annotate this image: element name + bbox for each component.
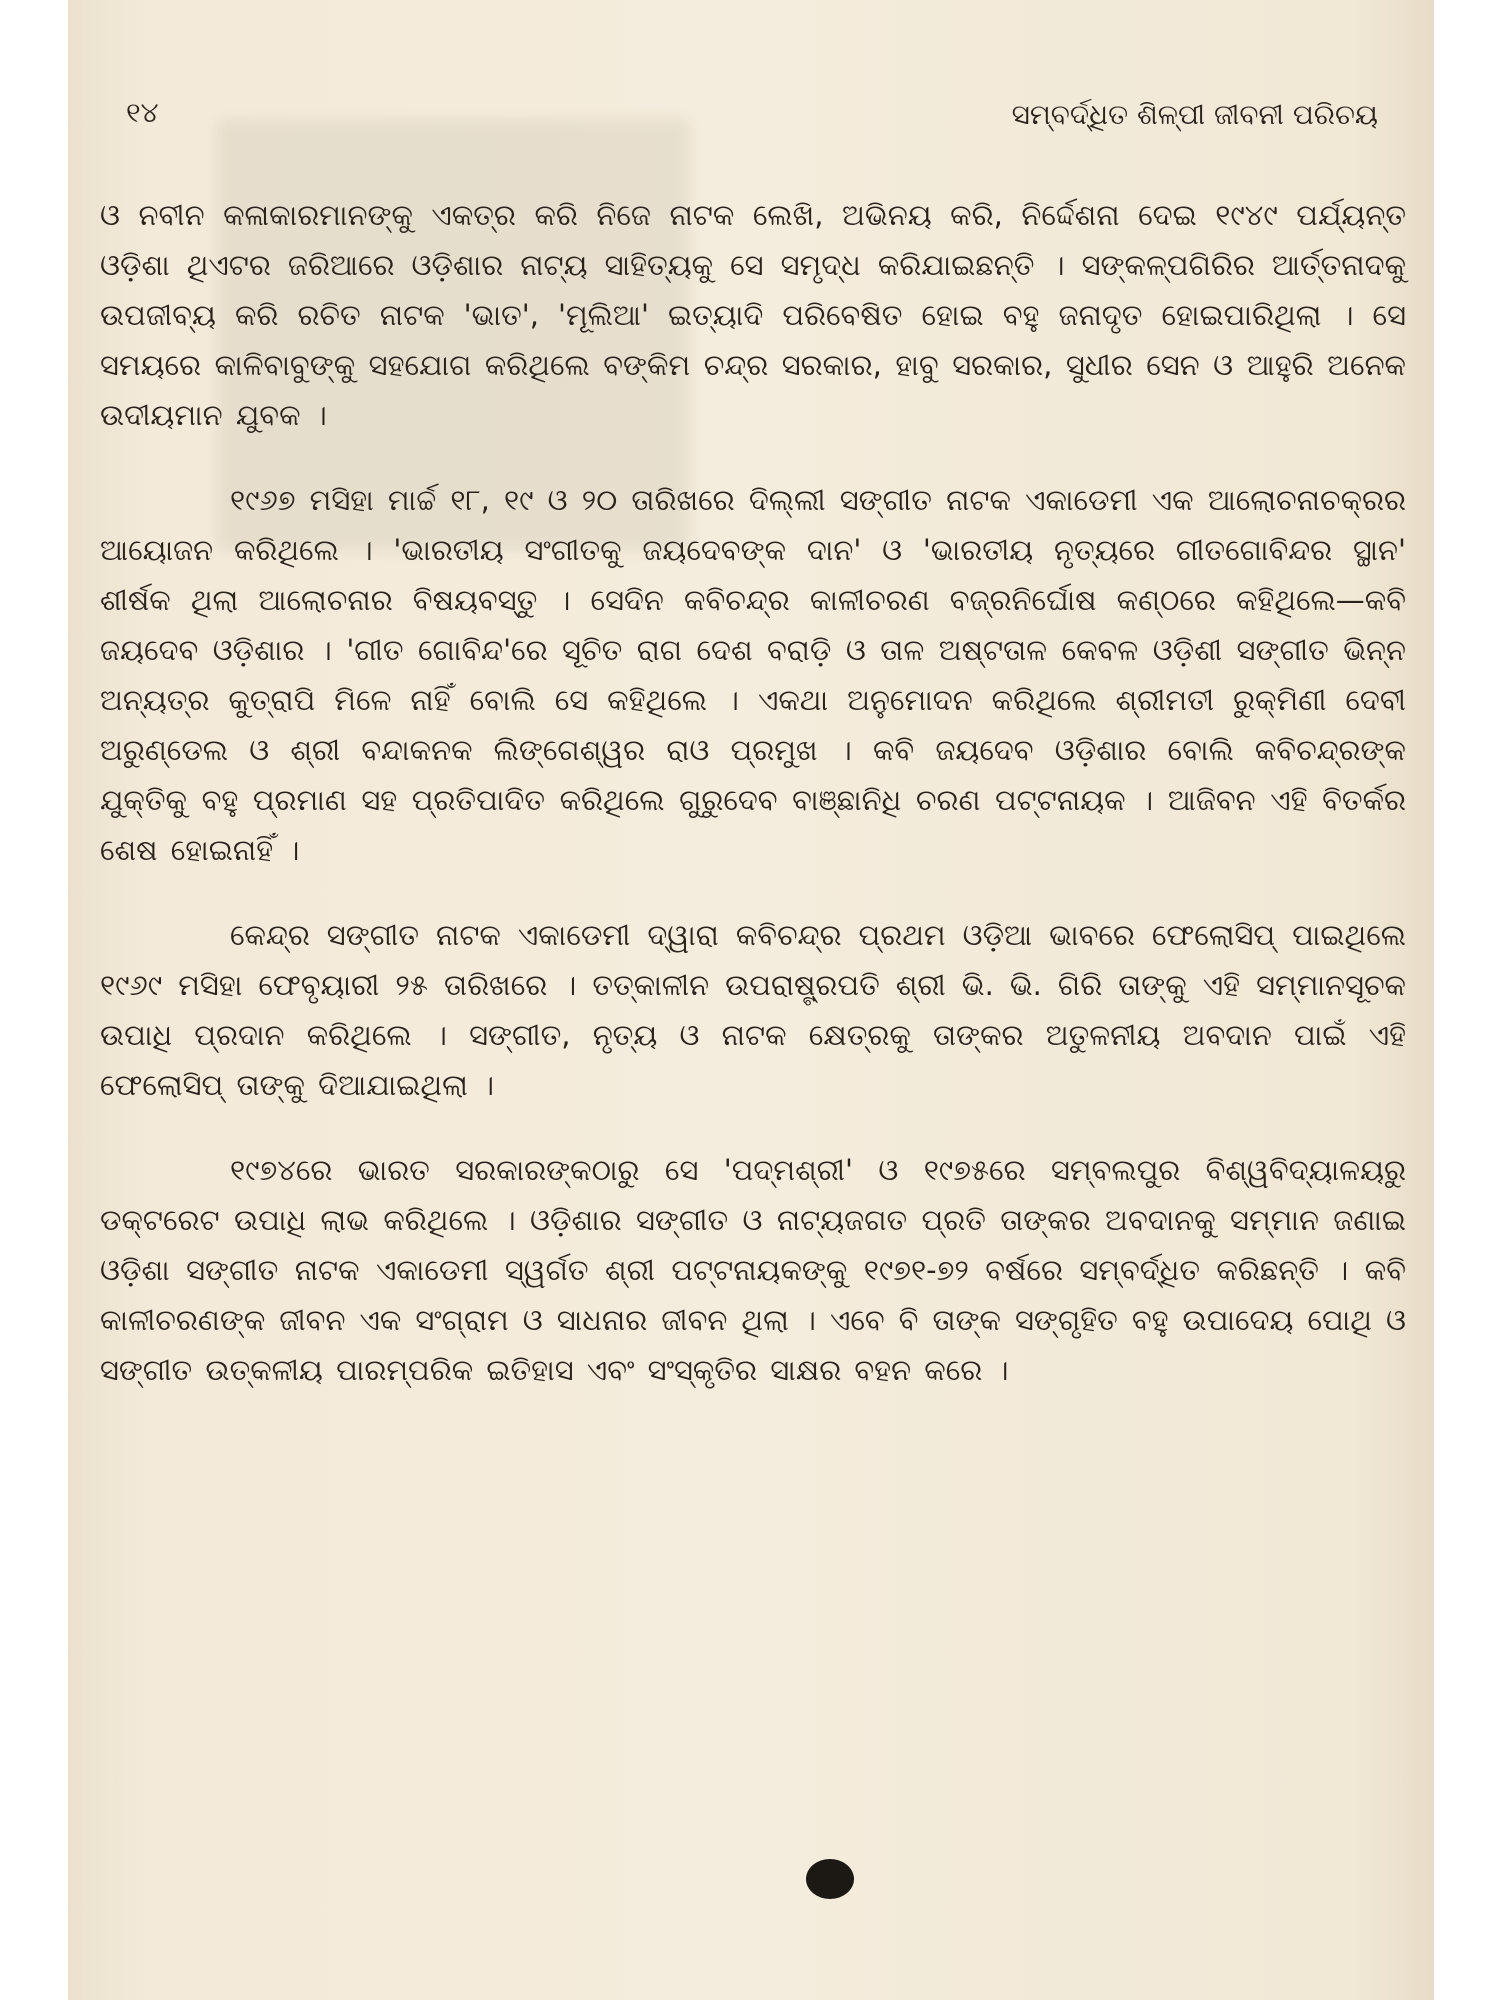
end-dot-ornament [806,1859,854,1899]
running-title: ସମ୍ବର୍ଦ୍ଧିତ ଶିଳ୍ପୀ ଜୀବନୀ ପରିଚୟ [1011,98,1378,131]
body-text [100,190,1406,1395]
paragraph-3: କେନ୍ଦ୍ର ସଙ୍ଗୀତ ନାଟକ ଏକାଡେମୀ ଦ୍ୱାରା କବିଚନ୍ଦ୍ର ପ୍ରଥମ ଓଡ଼ିଆ ଭାବରେ ଫେଲୋସିପ୍ ପାଇଥିଲେ ୧୯୬୯ ମସିହା ଫେବୃୟାରୀ ୨୫ ତାରିଖରେ । ତତ୍କାଳୀନ ଉପରାଷ୍ଟ୍ରପତି ଶ୍ରୀ ଭି. ଭି. ଗିରି ତାଙ୍କୁ ଏହି ସମ୍ମାନସୂଚକ ଉପାଧି ପ୍ରଦାନ କରିଥିଲେ । ସଙ୍ଗୀତ, ନୃତ୍ୟ ଓ ନାଟକ କ୍ଷେତ୍ରକୁ ତାଙ୍କର ଅତୁଳନୀୟ ଅବଦାନ ପାଇଁ ଏହି ଫେଲୋସିପ୍ ତାଙ୍କୁ ଦିଆଯାଇଥିଲା । [100,918,1406,1102]
paragraph-4: ୧୯୭୪ରେ ଭାରତ ସରକାରଙ୍କଠାରୁ ସେ 'ପଦ୍ମଶ୍ରୀ' ଓ ୧୯୭୫ରେ ସମ୍ବଲପୁର ବିଶ୍ୱବିଦ୍ୟାଳୟରୁ ଡକ୍ଟରେଟ ଉପାଧି ଲାଭ କରିଥିଲେ । ଓଡ଼ିଶାର ସଙ୍ଗୀତ ଓ ନାଟ୍ୟଜଗତ ପ୍ରତି ତାଙ୍କର ଅବଦାନକୁ ସମ୍ମାନ ଜଣାଇ ଓଡ଼ିଶା ସଙ୍ଗୀତ ନାଟକ ଏକାଡେମୀ ସ୍ୱର୍ଗତ ଶ୍ରୀ ପଟ୍ଟନାୟକଙ୍କୁ ୧୯୭୧-୭୨ ବର୍ଷରେ ସମ୍ବର୍ଦ୍ଧିତ କରିଛନ୍ତି । କବି କାଳୀଚରଣଙ୍କ ଜୀବନ ଏକ ସଂଗ୍ରାମ ଓ ସାଧନାର ଜୀବନ ଥିଲା । ଏବେ ବି ତାଙ୍କ ସଙ୍ଗୃହିତ ବହୁ ଉପାଦେୟ ପୋଥି ଓ ସଙ୍ଗୀତ ଉତ୍କଳୀୟ ପାରମ୍ପରିକ ଇତିହାସ ଏବଂ ସଂସ୍କୃତିର ସାକ୍ଷର ବହନ କରେ । [100,1153,1406,1387]
paragraph-1: ଓ ନବୀନ କଳାକାରମାନଙ୍କୁ ଏକତ୍ର କରି ନିଜେ ନାଟକ ଲେଖି, ଅଭିନୟ କରି, ନିର୍ଦ୍ଦେଶନା ଦେଇ ୧୯୪୯ ପର୍ଯ୍ୟନ୍ତ ଓଡ଼ିଶା ଥିଏଟର ଜରିଆରେ ଓଡ଼ିଶାର ନାଟ୍ୟ ସାହିତ୍ୟକୁ ସେ ସମୃଦ୍ଧ କରିଯାଇଛନ୍ତି । ସଙ୍କଳ୍ପଗିରିର ଆର୍ତ୍ତନାଦକୁ ଉପଜୀବ୍ୟ କରି ରଚିତ ନାଟକ 'ଭାତ', 'ମୂଲିଆ' ଇତ୍ୟାଦି ପରିବେଷିତ ହୋଇ ବହୁ ଜନାଦୃତ ହୋଇପାରିଥିଲା । ସେ ସମୟରେ କାଳିବାବୁଙ୍କୁ ସହଯୋଗ କରିଥିଲେ ବଙ୍କିମ ଚନ୍ଦ୍ର ସରକାର, ହାବୁ ସରକାର, ସୁଧୀର ସେନ ଓ ଆହୁରି ଅନେକ ଉଦୀୟମାନ ଯୁବକ । [100,198,1406,432]
page-header [68,96,1434,146]
paragraph-2: ୧୯୬୭ ମସିହା ମାର୍ଚ୍ଚ ୧୮, ୧୯ ଓ ୨୦ ତାରିଖରେ ଦିଲ୍ଲୀ ସଙ୍ଗୀତ ନାଟକ ଏକାଡେମୀ ଏକ ଆଲୋଚନାଚକ୍ରର ଆୟୋଜନ କରିଥିଲେ । 'ଭାରତୀୟ ସଂଗୀତକୁ ଜୟଦେବଙ୍କ ଦାନ' ଓ 'ଭାରତୀୟ ନୃତ୍ୟରେ ଗୀତଗୋବିନ୍ଦର ସ୍ଥାନ' ଶୀର୍ଷକ ଥିଲା ଆଲୋଚନାର ବିଷୟବସ୍ତୁ । ସେଦିନ କବିଚନ୍ଦ୍ର କାଳୀଚରଣ ବଜ୍ରନିର୍ଘୋଷ କଣ୍ଠରେ କହିଥିଲେ—କବି ଜୟଦେବ ଓଡ଼ିଶାର । 'ଗୀତ ଗୋବିନ୍ଦ'ରେ ସୂଚିତ ରାଗ ଦେଶ ବରାଡ଼ି ଓ ତାଳ ଅଷ୍ଟତାଳ କେବଳ ଓଡ଼ିଶୀ ସଙ୍ଗୀତ ଭିନ୍ନ ଅନ୍ୟତ୍ର କୁତ୍ରାପି ମିଳେ ନାହିଁ ବୋଲି ସେ କହିଥିଲେ । ଏକଥା ଅନୁମୋଦନ କରିଥିଲେ ଶ୍ରୀମତୀ ରୁକ୍ମିଣୀ ଦେବୀ ଅରୁଣ୍ଡେଲ ଓ ଶ୍ରୀ ବନ୍ଦାକନକ ଲିଙ୍ଗେଶ୍ୱର ରାଓ ପ୍ରମୁଖ । କବି ଜୟଦେବ ଓଡ଼ିଶାର ବୋଲି କବିଚନ୍ଦ୍ରଙ୍କ ଯୁକ୍ତିକୁ ବହୁ ପ୍ରମାଣ ସହ ପ୍ରତିପାଦିତ କରିଥିଲେ ଗୁରୁଦେବ ବାଞ୍ଛାନିଧି ଚରଣ ପଟ୍ଟନାୟକ । ଆଜିବନ ଏହି ବିତର୍କର ଶେଷ ହୋଇନାହିଁ । [100,483,1406,867]
page-number: ୧୪ [126,96,159,129]
book-page [68,0,1434,2000]
